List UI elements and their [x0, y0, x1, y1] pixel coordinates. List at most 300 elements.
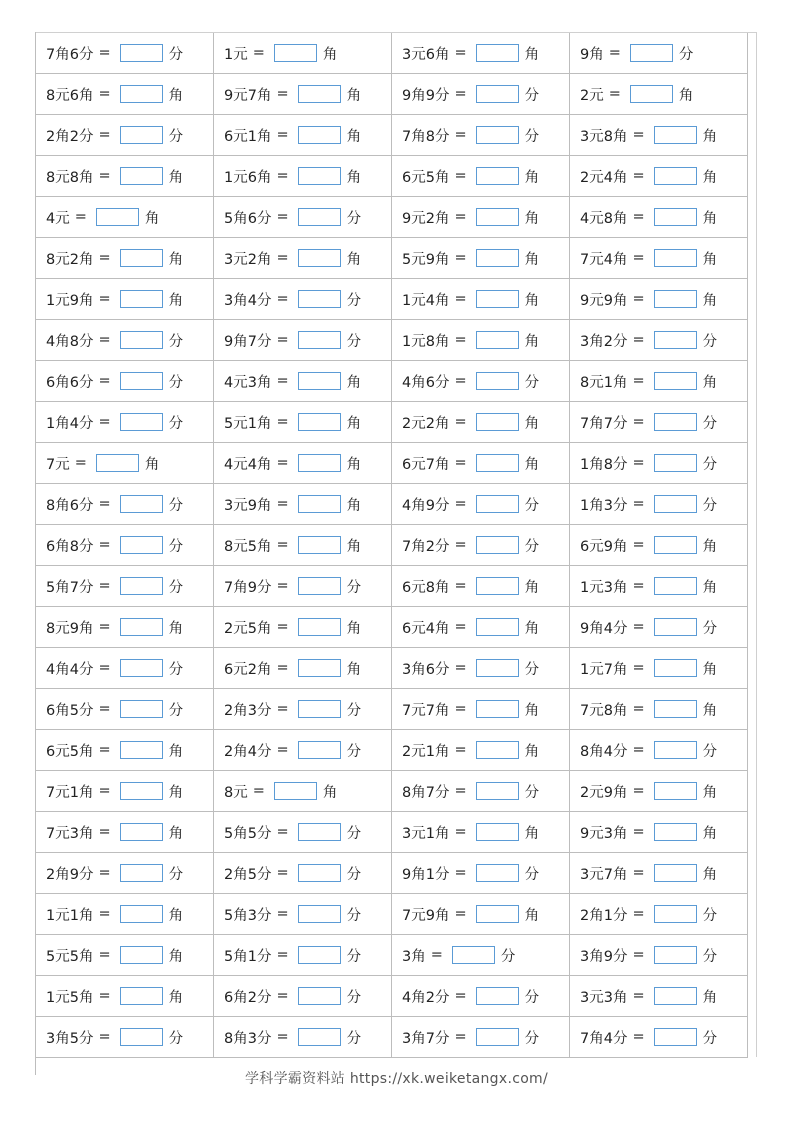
answer-unit: 角 [168, 620, 184, 637]
exercise-cell [214, 279, 392, 320]
exercise-cell [214, 238, 392, 279]
equals-sign: = [98, 578, 111, 594]
answer-unit: 角 [678, 87, 694, 104]
exercise-cell [392, 443, 570, 484]
exercise-cell [392, 525, 570, 566]
equals-sign: = [98, 701, 111, 717]
exercise-cell [214, 894, 392, 935]
conversion-question: 7角8分 [402, 128, 450, 145]
answer-box[interactable] [654, 659, 697, 677]
exercise-cell [570, 648, 748, 689]
conversion-question: 7元1角 [46, 784, 94, 801]
equals-sign: = [454, 824, 467, 840]
answer-unit: 分 [346, 866, 362, 883]
answer-box[interactable] [476, 823, 519, 841]
conversion-question: 2元 [580, 87, 604, 104]
answer-box[interactable] [298, 864, 341, 882]
answer-box[interactable] [654, 290, 697, 308]
exercise-cell [392, 607, 570, 648]
answer-box[interactable] [120, 987, 163, 1005]
answer-box[interactable] [120, 44, 163, 62]
answer-unit: 角 [702, 251, 718, 268]
exercise-cell [214, 935, 392, 976]
answer-box[interactable] [476, 454, 519, 472]
conversion-question: 6元5角 [46, 743, 94, 760]
answer-box[interactable] [96, 208, 139, 226]
equals-sign: = [454, 168, 467, 184]
conversion-question: 2角1分 [580, 907, 628, 924]
equals-sign: = [632, 373, 645, 389]
conversion-question: 6元4角 [402, 620, 450, 637]
answer-box[interactable] [120, 536, 163, 554]
exercise-cell [570, 853, 748, 894]
answer-box[interactable] [630, 44, 673, 62]
exercise-cell [392, 320, 570, 361]
answer-unit: 角 [322, 46, 338, 63]
equals-sign: = [454, 86, 467, 102]
conversion-question: 3角6分 [402, 661, 450, 678]
exercise-cell [570, 279, 748, 320]
answer-box[interactable] [120, 167, 163, 185]
answer-box[interactable] [298, 372, 341, 390]
equals-sign: = [98, 947, 111, 963]
answer-box[interactable] [298, 618, 341, 636]
answer-unit: 角 [702, 169, 718, 186]
conversion-question: 6角5分 [46, 702, 94, 719]
exercise-cell [570, 115, 748, 156]
answer-box[interactable] [476, 741, 519, 759]
answer-box[interactable] [654, 618, 697, 636]
equals-sign: = [454, 906, 467, 922]
equals-sign: = [98, 1029, 111, 1045]
conversion-question: 4元8角 [580, 210, 628, 227]
conversion-question: 2元4角 [580, 169, 628, 186]
answer-box[interactable] [476, 577, 519, 595]
answer-unit: 角 [702, 128, 718, 145]
equals-sign: = [98, 291, 111, 307]
equals-sign: = [276, 250, 289, 266]
equals-sign: = [74, 455, 87, 471]
answer-unit: 角 [346, 169, 362, 186]
equals-sign: = [632, 1029, 645, 1045]
answer-unit: 角 [702, 538, 718, 555]
exercise-cell [36, 320, 214, 361]
exercise-cell [36, 894, 214, 935]
conversion-question: 7角6分 [46, 46, 94, 63]
answer-unit: 分 [524, 866, 540, 883]
answer-unit: 角 [346, 456, 362, 473]
equals-sign: = [454, 127, 467, 143]
equals-sign: = [276, 619, 289, 635]
equals-sign: = [276, 168, 289, 184]
conversion-question: 2角4分 [224, 743, 272, 760]
answer-unit: 分 [346, 210, 362, 227]
answer-box[interactable] [298, 290, 341, 308]
answer-box[interactable] [120, 413, 163, 431]
equals-sign: = [632, 578, 645, 594]
answer-box[interactable] [298, 126, 341, 144]
exercise-cell [214, 484, 392, 525]
answer-box[interactable] [298, 249, 341, 267]
exercise-cell [392, 894, 570, 935]
exercise-cell [36, 730, 214, 771]
exercise-cell [36, 689, 214, 730]
answer-box[interactable] [476, 864, 519, 882]
answer-unit: 分 [168, 866, 184, 883]
conversion-question: 8角4分 [580, 743, 628, 760]
answer-box[interactable] [120, 946, 163, 964]
conversion-question: 1元8角 [402, 333, 450, 350]
answer-box[interactable] [654, 741, 697, 759]
conversion-question: 3元6角 [402, 46, 450, 63]
equals-sign: = [276, 209, 289, 225]
equals-sign: = [98, 127, 111, 143]
answer-box[interactable] [298, 1028, 341, 1046]
answer-box[interactable] [654, 167, 697, 185]
answer-box[interactable] [120, 864, 163, 882]
answer-box[interactable] [476, 495, 519, 513]
conversion-question: 5角3分 [224, 907, 272, 924]
exercise-cell [36, 935, 214, 976]
exercise-cell [214, 771, 392, 812]
answer-unit: 角 [702, 989, 718, 1006]
equals-sign: = [632, 414, 645, 430]
equals-sign: = [632, 496, 645, 512]
conversion-question: 8元5角 [224, 538, 272, 555]
conversion-question: 2元9角 [580, 784, 628, 801]
conversion-question: 1元1角 [46, 907, 94, 924]
equals-sign: = [454, 373, 467, 389]
conversion-question: 8角6分 [46, 497, 94, 514]
exercise-cell [36, 33, 214, 74]
exercise-cell [214, 33, 392, 74]
answer-unit: 角 [524, 169, 540, 186]
answer-box[interactable] [476, 782, 519, 800]
answer-unit: 分 [168, 46, 184, 63]
answer-box[interactable] [298, 741, 341, 759]
exercise-cell [392, 976, 570, 1017]
conversion-question: 3元8角 [580, 128, 628, 145]
equals-sign: = [276, 86, 289, 102]
conversion-question: 9元9角 [580, 292, 628, 309]
conversion-question: 5角6分 [224, 210, 272, 227]
answer-box[interactable] [476, 372, 519, 390]
conversion-question: 1角4分 [46, 415, 94, 432]
answer-box[interactable] [654, 372, 697, 390]
answer-box[interactable] [654, 782, 697, 800]
answer-box[interactable] [120, 577, 163, 595]
equals-sign: = [252, 783, 265, 799]
conversion-question: 9角4分 [580, 620, 628, 637]
answer-unit: 分 [168, 333, 184, 350]
equals-sign: = [632, 783, 645, 799]
exercise-cell [570, 607, 748, 648]
answer-box[interactable] [476, 536, 519, 554]
answer-unit: 角 [524, 292, 540, 309]
equals-sign: = [98, 742, 111, 758]
answer-box[interactable] [120, 290, 163, 308]
conversion-question: 1角8分 [580, 456, 628, 473]
conversion-question: 9元2角 [402, 210, 450, 227]
exercise-cell [214, 115, 392, 156]
answer-box[interactable] [120, 126, 163, 144]
answer-box[interactable] [476, 208, 519, 226]
conversion-question: 5元5角 [46, 948, 94, 965]
answer-box[interactable] [476, 987, 519, 1005]
answer-box[interactable] [654, 126, 697, 144]
conversion-question: 1元3角 [580, 579, 628, 596]
exercise-cell [214, 1017, 392, 1058]
answer-box[interactable] [120, 782, 163, 800]
answer-box[interactable] [298, 167, 341, 185]
answer-unit: 分 [524, 87, 540, 104]
answer-box[interactable] [476, 413, 519, 431]
answer-box[interactable] [654, 1028, 697, 1046]
conversion-question: 3角4分 [224, 292, 272, 309]
equals-sign: = [632, 906, 645, 922]
conversion-question: 3角2分 [580, 333, 628, 350]
answer-box[interactable] [298, 85, 341, 103]
exercise-cell [214, 443, 392, 484]
conversion-question: 7角7分 [580, 415, 628, 432]
conversion-question: 9元3角 [580, 825, 628, 842]
conversion-question: 6角2分 [224, 989, 272, 1006]
exercise-cell [570, 771, 748, 812]
answer-unit: 分 [524, 1030, 540, 1047]
exercise-cell [570, 935, 748, 976]
exercise-cell [392, 689, 570, 730]
exercise-cell [392, 33, 570, 74]
exercise-cell [214, 730, 392, 771]
answer-unit: 角 [524, 456, 540, 473]
answer-unit: 角 [168, 292, 184, 309]
exercise-cell [392, 156, 570, 197]
answer-box[interactable] [120, 85, 163, 103]
equals-sign: = [276, 578, 289, 594]
equals-sign: = [430, 947, 443, 963]
exercise-cell [570, 74, 748, 115]
conversion-question: 1角3分 [580, 497, 628, 514]
sheet-right-border [756, 32, 757, 1057]
answer-box[interactable] [476, 1028, 519, 1046]
answer-box[interactable] [654, 536, 697, 554]
answer-box[interactable] [274, 782, 317, 800]
answer-box[interactable] [120, 618, 163, 636]
answer-box[interactable] [298, 495, 341, 513]
conversion-question: 7元3角 [46, 825, 94, 842]
answer-box[interactable] [654, 700, 697, 718]
answer-unit: 分 [346, 989, 362, 1006]
answer-box[interactable] [654, 495, 697, 513]
answer-unit: 分 [346, 702, 362, 719]
equals-sign: = [454, 578, 467, 594]
answer-box[interactable] [298, 700, 341, 718]
exercise-cell [214, 361, 392, 402]
answer-box[interactable] [630, 85, 673, 103]
answer-box[interactable] [120, 249, 163, 267]
answer-box[interactable] [120, 659, 163, 677]
answer-unit: 分 [702, 1030, 718, 1047]
equals-sign: = [632, 209, 645, 225]
exercise-cell [570, 689, 748, 730]
answer-box[interactable] [654, 413, 697, 431]
answer-unit: 分 [346, 292, 362, 309]
answer-box[interactable] [120, 823, 163, 841]
conversion-question: 4角8分 [46, 333, 94, 350]
answer-unit: 分 [168, 415, 184, 432]
answer-box[interactable] [298, 577, 341, 595]
equals-sign: = [454, 414, 467, 430]
equals-sign: = [98, 988, 111, 1004]
answer-unit: 分 [346, 948, 362, 965]
answer-box[interactable] [96, 454, 139, 472]
equals-sign: = [276, 906, 289, 922]
answer-box[interactable] [476, 659, 519, 677]
exercise-cell [214, 607, 392, 648]
answer-box[interactable] [654, 331, 697, 349]
answer-unit: 角 [346, 661, 362, 678]
answer-box[interactable] [120, 700, 163, 718]
answer-unit: 角 [346, 128, 362, 145]
answer-box[interactable] [298, 823, 341, 841]
answer-box[interactable] [654, 208, 697, 226]
answer-unit: 角 [346, 415, 362, 432]
answer-box[interactable] [476, 331, 519, 349]
conversion-question: 3元9角 [224, 497, 272, 514]
equals-sign: = [98, 824, 111, 840]
exercise-cell [36, 115, 214, 156]
equals-sign: = [98, 250, 111, 266]
answer-box[interactable] [120, 372, 163, 390]
answer-box[interactable] [654, 823, 697, 841]
equals-sign: = [454, 537, 467, 553]
answer-unit: 角 [702, 292, 718, 309]
answer-box[interactable] [476, 44, 519, 62]
answer-box[interactable] [654, 454, 697, 472]
conversion-question: 3元7角 [580, 866, 628, 883]
answer-unit: 角 [524, 620, 540, 637]
answer-box[interactable] [120, 331, 163, 349]
answer-unit: 分 [346, 1030, 362, 1047]
answer-box[interactable] [452, 946, 495, 964]
conversion-question: 4元 [46, 210, 70, 227]
answer-box[interactable] [476, 700, 519, 718]
answer-unit: 角 [702, 374, 718, 391]
answer-box[interactable] [654, 946, 697, 964]
answer-box[interactable] [654, 905, 697, 923]
equals-sign: = [454, 291, 467, 307]
exercise-cell [392, 935, 570, 976]
equals-sign: = [632, 947, 645, 963]
equals-sign: = [98, 45, 111, 61]
equals-sign: = [276, 127, 289, 143]
answer-box[interactable] [298, 331, 341, 349]
answer-unit: 角 [702, 825, 718, 842]
equals-sign: = [632, 250, 645, 266]
answer-box[interactable] [120, 1028, 163, 1046]
equals-sign: = [276, 1029, 289, 1045]
answer-box[interactable] [298, 208, 341, 226]
answer-box[interactable] [298, 536, 341, 554]
answer-unit: 角 [524, 702, 540, 719]
exercise-cell [392, 1017, 570, 1058]
conversion-question: 8元 [224, 784, 248, 801]
equals-sign: = [98, 373, 111, 389]
answer-box[interactable] [476, 249, 519, 267]
exercise-grid [36, 33, 748, 1058]
exercise-cell [392, 361, 570, 402]
answer-unit: 角 [168, 169, 184, 186]
conversion-question: 4元4角 [224, 456, 272, 473]
answer-box[interactable] [298, 946, 341, 964]
answer-unit: 角 [144, 210, 160, 227]
exercise-cell [36, 402, 214, 443]
answer-box[interactable] [298, 905, 341, 923]
conversion-question: 4角9分 [402, 497, 450, 514]
exercise-cell [214, 689, 392, 730]
answer-unit: 分 [678, 46, 694, 63]
equals-sign: = [276, 414, 289, 430]
exercise-cell [570, 156, 748, 197]
conversion-question: 7元8角 [580, 702, 628, 719]
conversion-question: 2元1角 [402, 743, 450, 760]
answer-box[interactable] [120, 495, 163, 513]
answer-unit: 角 [144, 456, 160, 473]
answer-box[interactable] [298, 413, 341, 431]
answer-box[interactable] [274, 44, 317, 62]
answer-unit: 角 [524, 907, 540, 924]
answer-unit: 角 [524, 251, 540, 268]
conversion-question: 5角1分 [224, 948, 272, 965]
conversion-question: 3角7分 [402, 1030, 450, 1047]
exercise-cell [214, 197, 392, 238]
answer-box[interactable] [476, 290, 519, 308]
answer-box[interactable] [476, 905, 519, 923]
equals-sign: = [276, 988, 289, 1004]
footer-source-text: 学科学霸资料站 https://xk.weiketangx.com/ [244, 1071, 549, 1087]
answer-box[interactable] [298, 454, 341, 472]
answer-box[interactable] [298, 987, 341, 1005]
answer-box[interactable] [476, 85, 519, 103]
answer-box[interactable] [476, 167, 519, 185]
answer-box[interactable] [654, 249, 697, 267]
equals-sign: = [632, 742, 645, 758]
conversion-question: 7角9分 [224, 579, 272, 596]
equals-sign: = [98, 865, 111, 881]
conversion-question: 5元1角 [224, 415, 272, 432]
answer-box[interactable] [654, 864, 697, 882]
answer-box[interactable] [298, 659, 341, 677]
answer-box[interactable] [120, 905, 163, 923]
answer-box[interactable] [476, 126, 519, 144]
equals-sign: = [252, 45, 265, 61]
answer-unit: 角 [524, 210, 540, 227]
answer-box[interactable] [120, 741, 163, 759]
conversion-question: 8角7分 [402, 784, 450, 801]
conversion-question: 6元2角 [224, 661, 272, 678]
conversion-question: 2元5角 [224, 620, 272, 637]
conversion-question: 7元7角 [402, 702, 450, 719]
answer-box[interactable] [476, 618, 519, 636]
equals-sign: = [632, 824, 645, 840]
answer-box[interactable] [654, 987, 697, 1005]
exercise-cell [214, 525, 392, 566]
answer-box[interactable] [654, 577, 697, 595]
exercise-cell [36, 443, 214, 484]
equals-sign: = [608, 86, 621, 102]
exercise-cell [570, 443, 748, 484]
answer-unit: 角 [168, 907, 184, 924]
